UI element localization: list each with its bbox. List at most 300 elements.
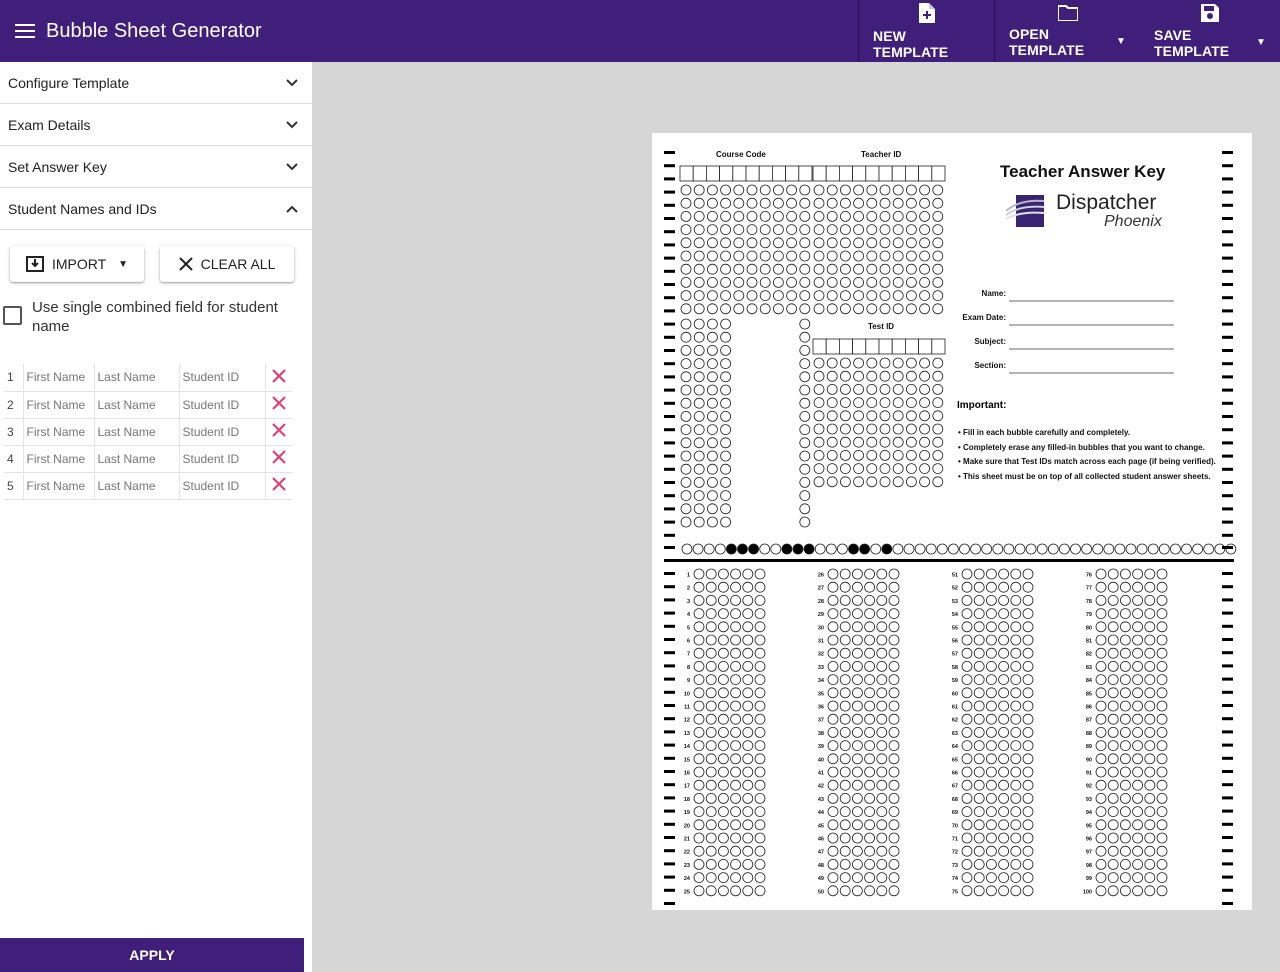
answer-bubble <box>852 661 862 671</box>
first-name-input[interactable]: First Name <box>23 445 94 472</box>
first-name-input[interactable]: First Name <box>23 391 94 418</box>
delete-row-button[interactable] <box>265 445 292 472</box>
answer-bubble <box>681 491 691 501</box>
answer-bubble <box>1108 661 1118 671</box>
answer-bubble <box>743 582 753 592</box>
student-id-input[interactable]: Student ID <box>179 418 265 445</box>
answer-bubble <box>933 211 943 221</box>
answer-bubble <box>1133 569 1143 579</box>
first-name-input[interactable]: First Name <box>23 418 94 445</box>
menu-button[interactable] <box>5 11 45 51</box>
student-id-input[interactable]: Student ID <box>179 445 265 472</box>
timing-mark <box>664 704 675 707</box>
new-template-button[interactable] <box>858 0 994 62</box>
answer-bubble <box>865 595 875 605</box>
answer-bubble <box>854 264 864 274</box>
answer-bubble <box>999 675 1009 685</box>
answer-bubble <box>800 198 810 208</box>
timing-mark <box>1222 309 1233 312</box>
question-number: 46 <box>817 836 824 843</box>
answer-bubble <box>840 211 850 221</box>
question-number: 85 <box>1085 691 1092 698</box>
answer-bubble <box>840 291 850 301</box>
apply-button[interactable]: APPLY <box>0 938 304 972</box>
answer-bubble <box>694 701 704 711</box>
answer-bubble <box>840 424 850 434</box>
answer-bubble <box>852 582 862 592</box>
answer-bubble <box>760 238 770 248</box>
timing-mark <box>1222 625 1233 628</box>
delete-row-button[interactable] <box>265 364 292 391</box>
answer-bubble <box>974 846 984 856</box>
answer-bubble <box>681 464 691 474</box>
answer-bubble <box>718 569 728 579</box>
answer-bubble <box>999 767 1009 777</box>
answer-bubble <box>877 661 887 671</box>
answer-bubble <box>986 873 996 883</box>
answer-bubble <box>814 211 824 221</box>
answer-bubble <box>999 569 1009 579</box>
timing-mark <box>664 336 675 339</box>
answer-bubble <box>1120 754 1130 764</box>
answer-bubble <box>840 714 850 724</box>
last-name-input[interactable]: Last Name <box>94 364 179 391</box>
timing-mark <box>1222 678 1233 681</box>
answer-bubble <box>707 332 717 342</box>
answer-bubble <box>877 675 887 685</box>
answer-bubble <box>974 595 984 605</box>
timing-mark <box>664 296 675 299</box>
last-name-input[interactable]: Last Name <box>94 472 179 499</box>
answer-bubble <box>800 304 810 314</box>
question-number: 10 <box>683 691 690 698</box>
answer-bubble <box>828 648 838 658</box>
test-id-box <box>879 339 892 354</box>
answer-bubble <box>933 371 943 381</box>
accordion-exam-details[interactable] <box>0 104 312 146</box>
answer-bubble <box>1120 688 1130 698</box>
answer-bubble <box>747 304 757 314</box>
answer-bubble <box>800 291 810 301</box>
accordion-label: Configure Template <box>8 74 130 91</box>
timing-mark <box>1222 612 1233 615</box>
timing-mark <box>1222 876 1233 879</box>
timing-mark <box>664 349 675 352</box>
answer-bubble <box>694 238 704 248</box>
answer-bubble <box>760 225 770 235</box>
answer-bubble <box>933 185 943 195</box>
teacher-id-box <box>853 166 866 181</box>
answer-bubble <box>782 544 792 554</box>
answer-bubble <box>865 820 875 830</box>
answer-bubble <box>920 185 930 195</box>
answer-bubble <box>694 451 704 461</box>
answer-bubble <box>1157 886 1167 896</box>
answer-bubble <box>889 741 899 751</box>
answer-bubble <box>877 648 887 658</box>
timing-mark <box>1222 810 1233 813</box>
answer-bubble <box>840 277 850 287</box>
answer-bubble <box>962 701 972 711</box>
answer-bubble <box>1170 544 1180 554</box>
answer-bubble <box>867 251 877 261</box>
answer-bubble <box>1023 675 1033 685</box>
row-number: 2 <box>4 391 23 418</box>
timing-mark <box>664 823 675 826</box>
student-row <box>4 472 292 499</box>
answer-bubble <box>865 886 875 896</box>
save-template-button[interactable] <box>1140 0 1280 62</box>
answer-bubble <box>755 582 765 592</box>
last-name-input[interactable]: Last Name <box>94 445 179 472</box>
answer-bubble <box>1096 859 1106 869</box>
answer-bubble <box>906 424 916 434</box>
answer-bubble <box>681 211 691 221</box>
row-number: 5 <box>4 472 23 499</box>
answer-bubble <box>718 807 728 817</box>
folder-icon <box>1058 5 1078 21</box>
answer-bubble <box>920 264 930 274</box>
question-number: 24 <box>683 876 690 883</box>
answer-bubble <box>1145 859 1155 869</box>
answer-bubble <box>1145 569 1155 579</box>
answer-bubble <box>743 807 753 817</box>
answer-bubble <box>731 701 741 711</box>
delete-row-button[interactable] <box>265 472 292 499</box>
answer-bubble <box>828 741 838 751</box>
answer-bubble <box>906 198 916 208</box>
answer-bubble <box>755 635 765 645</box>
answer-bubble <box>731 727 741 737</box>
answer-bubble <box>865 846 875 856</box>
answer-bubble <box>773 211 783 221</box>
answer-bubble <box>694 185 704 195</box>
logo-text-phoenix: Phoenix <box>1104 213 1162 230</box>
timing-mark <box>664 230 675 233</box>
answer-bubble <box>852 846 862 856</box>
answer-bubble <box>681 411 691 421</box>
answer-bubble <box>840 569 850 579</box>
answer-bubble <box>718 701 728 711</box>
question-number: 97 <box>1085 849 1092 856</box>
answer-bubble <box>840 358 850 368</box>
timing-mark <box>664 455 675 458</box>
answer-bubble <box>1096 793 1106 803</box>
answer-bubble <box>865 675 875 685</box>
answer-bubble <box>974 820 984 830</box>
answer-bubble <box>718 793 728 803</box>
last-name-input[interactable]: Last Name <box>94 391 179 418</box>
answer-bubble <box>1145 609 1155 619</box>
accordion-set-answer-key[interactable] <box>0 146 312 188</box>
open-template-dropdown-icon: ▼ <box>1116 36 1126 47</box>
answer-bubble <box>865 582 875 592</box>
answer-bubble <box>681 385 691 395</box>
answer-bubble <box>814 304 824 314</box>
question-number: 69 <box>951 810 958 817</box>
answer-bubble <box>986 727 996 737</box>
answer-bubble <box>731 569 741 579</box>
question-number: 55 <box>951 625 958 632</box>
last-name-input[interactable]: Last Name <box>94 418 179 445</box>
answer-bubble <box>854 238 864 248</box>
answer-bubble <box>738 544 748 554</box>
answer-bubble <box>1011 622 1021 632</box>
answer-bubble <box>926 544 936 554</box>
timing-mark <box>664 744 675 747</box>
open-template-button[interactable] <box>994 0 1140 62</box>
answer-bubble <box>880 424 890 434</box>
answer-bubble <box>827 450 837 460</box>
answer-bubble <box>920 477 930 487</box>
answer-bubble <box>706 727 716 737</box>
answer-bubble <box>1108 688 1118 698</box>
answer-bubble <box>1096 780 1106 790</box>
answer-bubble <box>755 873 765 883</box>
answer-bubble <box>999 833 1009 843</box>
answer-bubble <box>906 358 916 368</box>
timing-mark <box>1222 164 1233 167</box>
answer-bubble <box>840 675 850 685</box>
answer-bubble <box>920 384 930 394</box>
answer-bubble <box>880 437 890 447</box>
answer-bubble <box>694 727 704 737</box>
answer-bubble <box>986 582 996 592</box>
answer-bubble <box>880 277 890 287</box>
question-number: 92 <box>1085 783 1092 790</box>
answer-bubble <box>906 477 916 487</box>
answer-bubble <box>1120 859 1130 869</box>
question-number: 94 <box>1085 810 1092 817</box>
delete-icon <box>272 396 286 410</box>
answer-bubble <box>1145 767 1155 777</box>
answer-bubble <box>828 820 838 830</box>
answer-bubble <box>877 754 887 764</box>
answer-bubble <box>840 304 850 314</box>
test-id-box <box>905 339 918 354</box>
answer-bubble <box>906 291 916 301</box>
answer-bubble <box>962 873 972 883</box>
answer-bubble <box>999 701 1009 711</box>
answer-bubble <box>706 859 716 869</box>
timing-mark <box>1222 585 1233 588</box>
first-name-input[interactable]: First Name <box>23 472 94 499</box>
answer-bubble <box>1108 741 1118 751</box>
answer-bubble <box>877 807 887 817</box>
timing-mark <box>1222 862 1233 865</box>
answer-bubble <box>999 820 1009 830</box>
answer-bubble <box>1023 859 1033 869</box>
timing-mark <box>664 428 675 431</box>
answer-bubble <box>1096 595 1106 605</box>
answer-bubble <box>734 238 744 248</box>
answer-bubble <box>1023 780 1033 790</box>
answer-bubble <box>718 661 728 671</box>
answer-bubble <box>718 754 728 764</box>
timing-mark <box>664 796 675 799</box>
answer-bubble <box>854 411 864 421</box>
answer-bubble <box>828 807 838 817</box>
teacher-id-box <box>826 166 839 181</box>
answer-bubble <box>743 675 753 685</box>
answer-bubble <box>1011 886 1021 896</box>
answer-bubble <box>880 464 890 474</box>
answer-bubble <box>760 304 770 314</box>
close-icon <box>179 257 193 271</box>
question-number: 48 <box>817 862 824 869</box>
first-name-input[interactable]: First Name <box>23 364 94 391</box>
answer-bubble <box>1108 767 1118 777</box>
answer-bubble <box>893 304 903 314</box>
answer-bubble <box>827 358 837 368</box>
answer-bubble <box>1011 833 1021 843</box>
answer-bubble <box>1133 754 1143 764</box>
import-button[interactable] <box>10 246 144 282</box>
instruction-item: • Completely erase any filled-in bubbles that you want to change. <box>958 442 1205 452</box>
answer-bubble <box>999 582 1009 592</box>
answer-bubble <box>880 238 890 248</box>
question-number: 43 <box>817 796 824 803</box>
answer-bubble <box>827 198 837 208</box>
answer-bubble <box>920 371 930 381</box>
teacher-id-box <box>813 166 826 181</box>
course-code-box <box>786 166 799 181</box>
answer-bubble <box>743 609 753 619</box>
answer-bubble <box>854 464 864 474</box>
answer-bubble <box>865 859 875 869</box>
test-id-box <box>853 339 866 354</box>
answer-bubble <box>707 185 717 195</box>
answer-bubble <box>1133 661 1143 671</box>
answer-bubble <box>840 622 850 632</box>
delete-row-button[interactable] <box>265 391 292 418</box>
field-label-exam-date: Exam Date: <box>962 313 1006 322</box>
answer-bubble <box>1182 544 1192 554</box>
answer-bubble <box>1071 544 1081 554</box>
answer-bubble <box>694 372 704 382</box>
answer-bubble <box>889 767 899 777</box>
answer-bubble <box>800 319 810 329</box>
answer-bubble <box>743 727 753 737</box>
answer-bubble <box>828 754 838 764</box>
student-id-input[interactable]: Student ID <box>179 364 265 391</box>
answer-bubble <box>1157 714 1167 724</box>
question-number: 26 <box>817 572 824 579</box>
answer-bubble <box>933 411 943 421</box>
single-field-checkbox[interactable] <box>3 306 22 325</box>
student-id-input[interactable]: Student ID <box>179 472 265 499</box>
accordion-label: Exam Details <box>8 116 91 133</box>
timing-mark <box>664 177 675 180</box>
answer-bubble <box>715 544 725 554</box>
answer-bubble <box>1108 754 1118 764</box>
answer-bubble <box>962 846 972 856</box>
answer-bubble <box>1023 833 1033 843</box>
clear-all-button[interactable] <box>160 246 294 282</box>
answer-bubble <box>893 411 903 421</box>
answer-bubble <box>877 595 887 605</box>
answer-bubble <box>877 793 887 803</box>
timing-mark <box>664 323 675 326</box>
answer-bubble <box>1120 648 1130 658</box>
answer-bubble <box>755 701 765 711</box>
answer-bubble <box>814 238 824 248</box>
answer-bubble <box>707 251 717 261</box>
course-code-label: Course Code <box>716 150 766 159</box>
answer-bubble <box>1120 833 1130 843</box>
answer-bubble <box>694 807 704 817</box>
answer-bubble <box>1023 595 1033 605</box>
answer-bubble <box>743 767 753 777</box>
timing-mark <box>664 572 675 575</box>
section-divider <box>664 559 1234 562</box>
timing-mark <box>1222 783 1233 786</box>
answer-bubble <box>1023 820 1033 830</box>
answer-bubble <box>1108 609 1118 619</box>
answer-bubble <box>743 859 753 869</box>
answer-bubble <box>707 504 717 514</box>
answer-bubble <box>734 198 744 208</box>
answer-bubble <box>721 198 731 208</box>
answer-bubble <box>937 544 947 554</box>
answer-bubble <box>694 517 704 527</box>
answer-bubble <box>877 886 887 896</box>
student-id-input[interactable]: Student ID <box>179 391 265 418</box>
answer-bubble <box>999 780 1009 790</box>
answer-bubble <box>1023 688 1033 698</box>
answer-bubble <box>681 425 691 435</box>
answer-bubble <box>920 450 930 460</box>
answer-bubble <box>1120 675 1130 685</box>
timing-mark <box>664 678 675 681</box>
answer-bubble <box>1108 714 1118 724</box>
delete-row-button[interactable] <box>265 418 292 445</box>
timing-mark <box>1222 323 1233 326</box>
question-number: 15 <box>683 757 690 764</box>
answer-bubble <box>755 833 765 843</box>
answer-bubble <box>800 345 810 355</box>
delete-icon <box>272 450 286 464</box>
answer-bubble <box>828 661 838 671</box>
answer-bubble <box>852 754 862 764</box>
answer-bubble <box>706 622 716 632</box>
answer-bubble <box>906 225 916 235</box>
answer-bubble <box>731 595 741 605</box>
answer-bubble <box>893 225 903 235</box>
answer-bubble <box>814 277 824 287</box>
accordion-student-names-and-ids[interactable] <box>0 188 312 230</box>
answer-bubble <box>999 595 1009 605</box>
accordion-configure-template[interactable] <box>0 62 312 104</box>
answer-bubble <box>800 359 810 369</box>
answer-bubble <box>867 238 877 248</box>
answer-bubble <box>755 886 765 896</box>
teacher-id-box <box>879 166 892 181</box>
answer-bubble <box>707 211 717 221</box>
teacher-id-box <box>866 166 879 181</box>
answer-bubble <box>852 741 862 751</box>
timing-mark <box>664 638 675 641</box>
teacher-id-box <box>892 166 905 181</box>
answer-bubble <box>760 251 770 261</box>
answer-bubble <box>743 741 753 751</box>
timing-mark <box>664 862 675 865</box>
open-template-label: OPEN TEMPLATE <box>1009 25 1085 58</box>
answer-bubble <box>787 277 797 287</box>
answer-bubble <box>1037 544 1047 554</box>
answer-bubble <box>1148 544 1158 554</box>
answer-bubble <box>743 820 753 830</box>
